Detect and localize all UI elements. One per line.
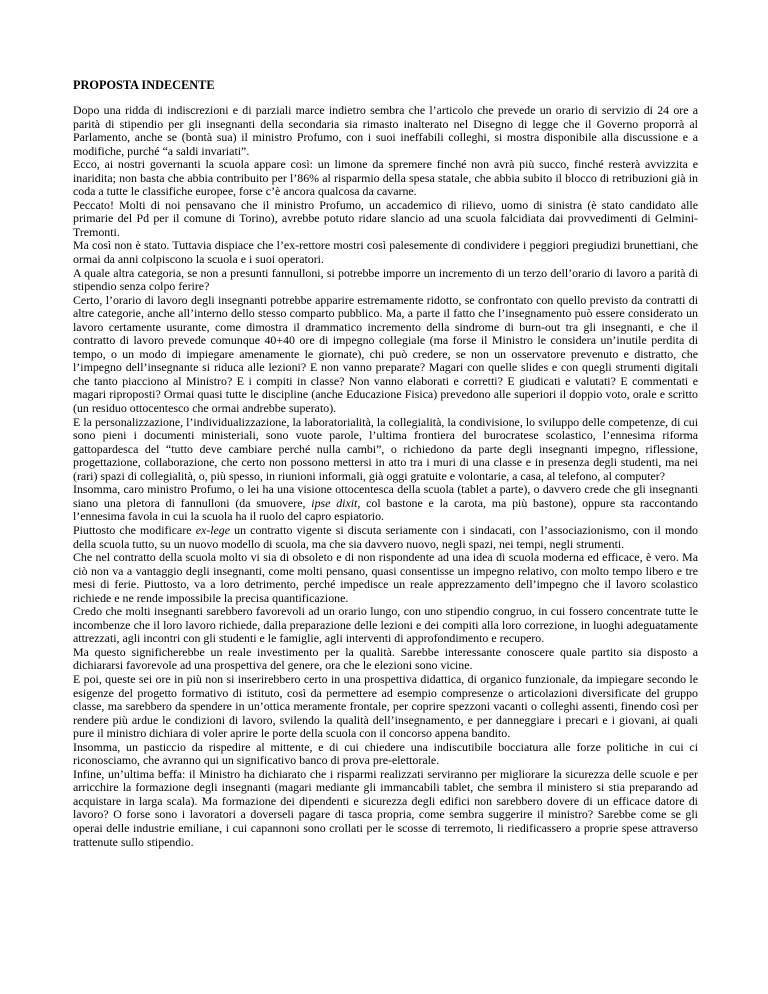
paragraph: E la personalizzazione, l’individualizzazione, la laboratorialità, la collegialità, la condivisione, lo sviluppo delle competenze, di cui sono pieni i documenti ministeriali, sono vuote parole, l’ultima frontiera del burocratese scolastico, l’ennesima riforma gattopardesca del “tutto deve cambiare perché nulla cambi”, o richiedono da parte degli insegnanti impegno, riflessione, progettazione, collaborazione, che certo non possono mettersi in atto tra i muri di una classe e in presenza degli studenti, ma nei (rari) spazi di collegialità, o, più spesso, in riunioni informali, già oggi gratuite e volontarie, a casa, al telefono, al computer?: [73, 414, 698, 483]
document-body: [73, 104, 698, 849]
document-title: PROPOSTA INDECENTE: [73, 78, 215, 92]
paragraph: Insomma, caro ministro Profumo, o lei ha una visione ottocentesca della scuola (tablet a parte), o davvero crede che gli insegnanti siano una pletora di fannulloni (da smuovere, ipse dixit, col bastone e la carota, ma più bastone), oppure sta raccontando l’ennesima favola in cui la scuola ha il ruolo del capro espiatorio.: [73, 482, 698, 524]
paragraph: Ma questo significherebbe un reale investimento per la qualità. Sarebbe interessante conoscere quale partito sia disposto a dichiararsi favorevole ad una prospettiva del genere, ora che le elezioni sono vicine.: [73, 644, 698, 673]
paragraph: Infine, un’ultima beffa: il Ministro ha dichiarato che i risparmi realizzati serviranno per migliorare la sicurezza delle scuole e per arricchire la formazione degli insegnanti (magari mediante gli immancabili tablet, che sembra il ministero si stia preparando ad acquistare in larga scala). Ma formazione dei dipendenti e sicurezza degli edifici non sarebbero dovere di un efficace datore di lavoro? O forse sono i lavoratori a doverseli pagare di tasca propria, come sembra suggerire il ministro? Sarebbe come se gli operai delle industrie emiliane, i cui capannoni sono crollati per le scosse di terremoto, li riedificassero a proprie spese attraverso trattenute sullo stipendio.: [73, 766, 698, 849]
paragraph: Peccato! Molti di noi pensavano che il ministro Profumo, un accademico di rilievo, uomo di sinistra (è stato candidato alle primarie del Pd per il comune di Torino), avrebbe potuto ridare slancio ad una scuola falcidiata dai provvedimenti di Gelmini-Tremonti.: [73, 197, 698, 239]
paragraph: Ecco, ai nostri governanti la scuola appare così: un limone da spremere finché non avrà più succo, finché resterà avvizzita e inaridita; non basta che abbia contribuito per l’86% al risparmio della spesa statale, che abbia subito il blocco di retribuzioni già in coda a tutte le classifiche europee, forse c’è ancora qualcosa da cavarne.: [73, 157, 698, 199]
paragraph: Insomma, un pasticcio da rispedire al mittente, e di cui chiedere una indiscutibile bocciatura alle forze politiche in cui ci riconosciamo, che avranno qui un significativo banco di prova pre-elettorale.: [73, 739, 698, 768]
paragraph: Ma così non è stato. Tuttavia dispiace che l’ex-rettore mostri così palesemente di condividere i peggiori pregiudizi brunettiani, che ormai da anni colpiscono la scuola e i suoi operatori.: [73, 238, 698, 267]
paragraph: A quale altra categoria, se non a presunti fannulloni, si potrebbe imporre un incremento di un terzo dell’orario di lavoro a parità di stipendio senza colpo ferire?: [73, 265, 698, 294]
paragraph: E poi, queste sei ore in più non si inserirebbero certo in una prospettiva didattica, di organico funzionale, da impiegare secondo le esigenze del progetto formativo di istituto, così da permettere ad esempio compresenze o articolazioni diversificate del gruppo classe, ma sarebbero da spendere in un’ottica meramente frontale, per coprire spezzoni vacanti o colleghi assenti, finendo così per rendere più ardue le condizioni di lavoro, svilendo la qualità dell’insegnamento, e per danneggiare i precari e i giovani, ai quali pure il ministro dichiara di voler aprire le porte della scuola con il concorso appena bandito.: [73, 671, 698, 741]
paragraph: Credo che molti insegnanti sarebbero favorevoli ad un orario lungo, con uno stipendio congruo, in cui fossero concentrate tutte le incombenze che il loro lavoro richiede, dalla preparazione delle lezioni e dei compiti alla loro correzione, in luoghi adeguatamente attrezzati, agli incontri con gli studenti e le famiglie, agli interventi di approfondimento e recupero.: [73, 604, 698, 646]
paragraph: Dopo una ridda di indiscrezioni e di parziali marce indietro sembra che l’articolo che prevede un orario di servizio di 24 ore a parità di stipendio per gli insegnanti della secondaria sia rimasto inalterato nel Disegno di legge che il Governo proporrà al Parlamento, anche se (bontà sua) il ministro Profumo, con i suoi ineffabili colleghi, si mostra disponibile alla discussione e a modifiche, purché “a saldi invariati”.: [73, 103, 698, 158]
paragraph: Certo, l’orario di lavoro degli insegnanti potrebbe apparire estremamente ridotto, se confrontato con quello previsto da contratti di altre categorie, anche all’interno dello stesso comparto pubblico. Ma, a parte il fatto che l’insegnamento può essere considerato un lavoro certamente usurante, come dimostra il drammatico incremento della sindrome di burn-out tra gli insegnanti, e che il contratto di lavoro prevede comunque 40+40 ore di impegno collegiale (ma forse il Ministro le considera un’inutile perdita di tempo, o un modo di impiegare amenamente le giornate), chi può credere, se non un osservatore prevenuto e distratto, che l’impegno dell’insegnante si riduca alle lezioni? E non vanno preparate? Magari con quelle slides e con quegli strumenti digitali che tanto piacciono al Ministro? E i compiti in classe? Non vanno elaborati e corretti? E giudicati e valutati? E commentati e magari riproposti? Ormai quasi tutte le discipline (anche Educazione Fisica) prevedono alle superiori il doppio voto, orale e scritto (un residuo ottocentesco che ormai andrebbe superato).: [73, 292, 698, 416]
paragraph: Piuttosto che modificare ex-lege un contratto vigente si discuta seriamente con i sindacati, con l’associazionismo, con il mondo della scuola tutto, su un nuovo modello di scuola, ma che sia davvero nuovo, negli spazi, nei tempi, negli strumenti.: [73, 522, 698, 551]
paragraph: Che nel contratto della scuola molto vi sia di obsoleto e di non rispondente ad una idea di scuola moderna ed efficace, è vero. Ma ciò non va a vantaggio degli insegnanti, come molti pensano, quasi consentisse un impegno relativo, con molto tempo libero e tre mesi di ferie. Piuttosto, va a loro detrimento, perché impedisce un reale apprezzamento dell’impegno che il lavoro scolastico richiede e ne rende impossibile la precisa quantificazione.: [73, 550, 698, 605]
